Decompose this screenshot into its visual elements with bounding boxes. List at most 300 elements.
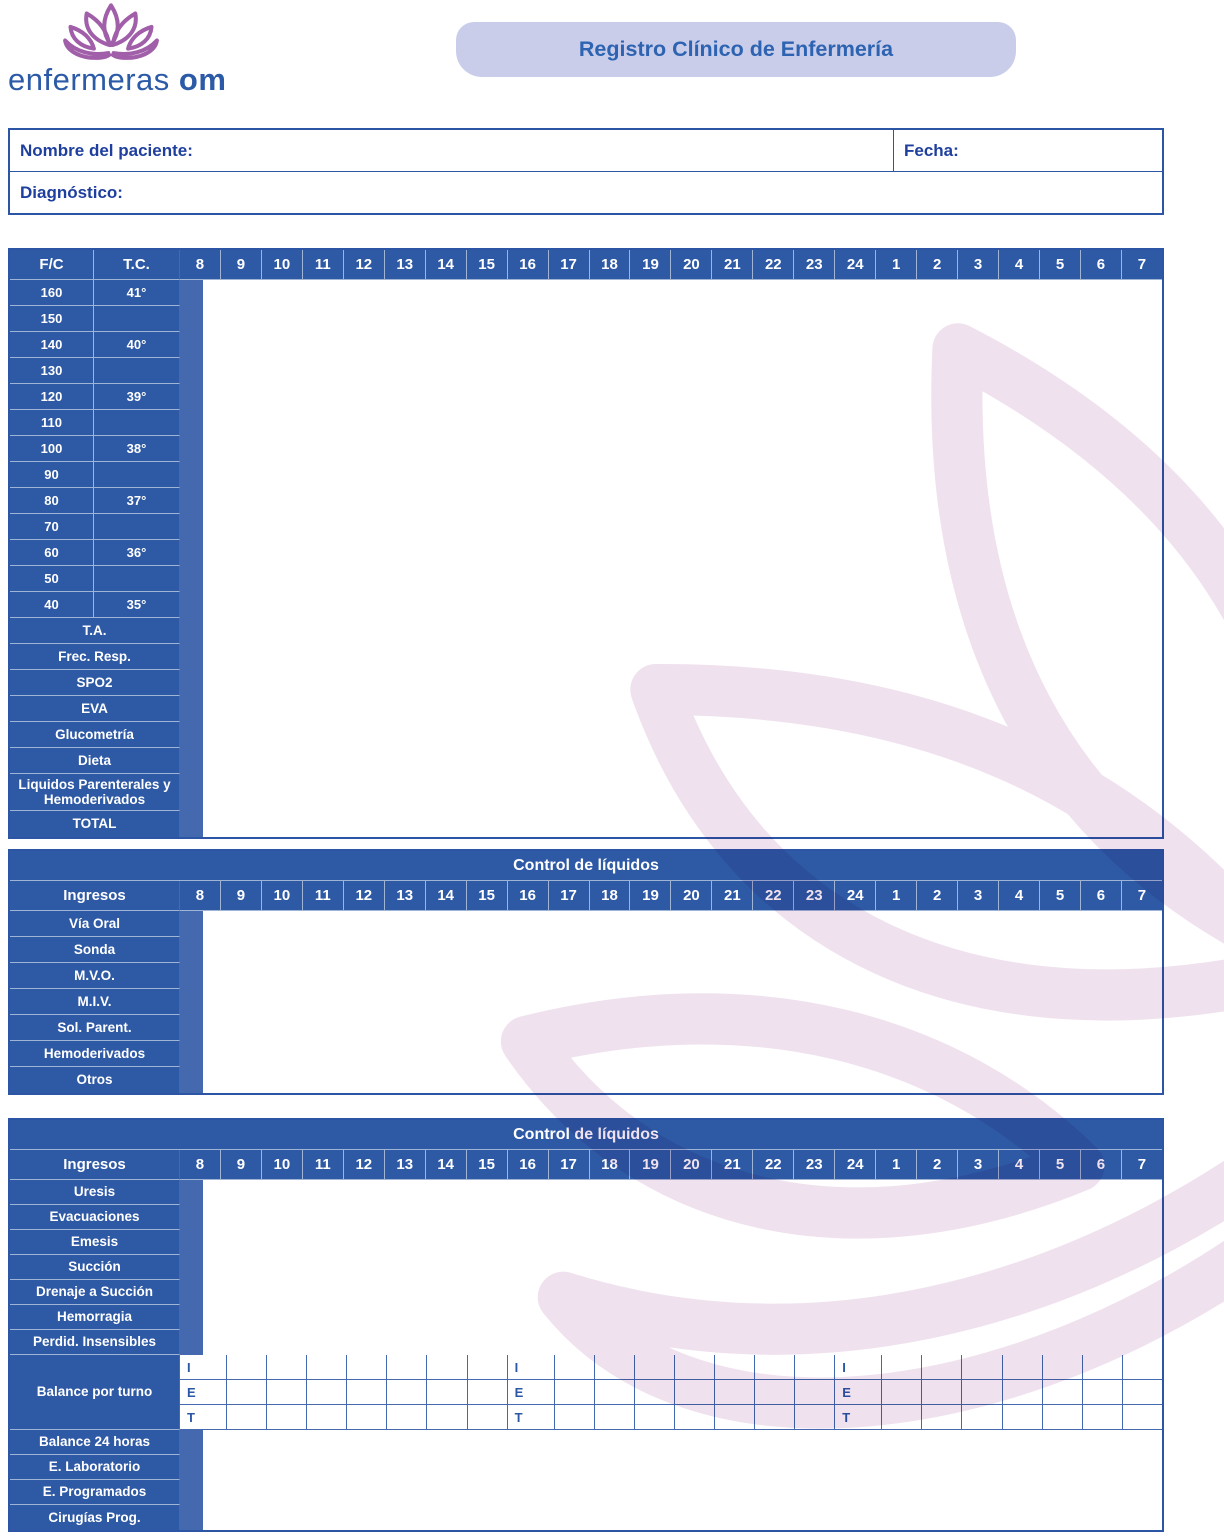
tc-value [94,410,180,436]
grid-cell[interactable] [962,1405,1002,1430]
vitals-header-row [10,250,1162,280]
hour-header: 13 [385,1150,426,1180]
hour-header: 5 [1040,881,1081,911]
tc-value: 36° [94,540,180,566]
fluid-row [10,1255,1162,1280]
hour-header: 24 [835,250,876,280]
hour-header: 14 [426,250,467,280]
grid-cell[interactable] [227,1355,267,1380]
hour-header: 9 [221,1150,262,1180]
tc-value [94,306,180,332]
grid-cell[interactable] [387,1380,427,1405]
grid-cell[interactable] [715,1405,755,1430]
grid-cell[interactable] [202,358,203,384]
fc-value: 60 [10,540,94,566]
balance-letter-cell[interactable]: E [835,1380,882,1405]
tc-column-header: T.C. [94,250,180,280]
row-label: Sonda [10,937,180,963]
diagnosis-field[interactable] [10,172,1162,213]
vitals-scale-row [10,306,1162,332]
grid-cell[interactable] [202,911,203,937]
balance-row [10,1355,1162,1430]
section-title: Control de líquidos [10,1120,1162,1150]
grid-cell[interactable] [675,1405,715,1430]
hour-header: 19 [630,250,671,280]
balance-letter-cell[interactable]: T [180,1405,227,1430]
balance-subrow [180,1355,1162,1380]
balance-letter-cell[interactable]: E [180,1380,227,1405]
fluid-row [10,1180,1162,1205]
fluid-row [10,1205,1162,1230]
row-label: Drenaje a Succión [10,1280,180,1305]
row-label: Hemoderivados [10,1041,180,1067]
balance-subrows [180,1355,1162,1430]
hour-header: 18 [590,1150,631,1180]
patient-info-row [10,130,1162,172]
fluid-row [10,1067,1162,1093]
grid-cell[interactable] [202,1455,203,1480]
grid-cell[interactable] [1083,1355,1123,1380]
hour-header: 14 [426,881,467,911]
hour-header: 23 [794,881,835,911]
grid-cell[interactable] [202,1280,203,1305]
hour-header: 6 [1081,881,1122,911]
fluid-row [10,963,1162,989]
grid-cell[interactable] [202,811,203,837]
fc-value: 100 [10,436,94,462]
grid-cell[interactable] [755,1405,795,1430]
hour-header: 12 [344,881,385,911]
hour-header: 4 [999,881,1040,911]
grid-cell[interactable] [202,306,203,332]
grid-cell[interactable] [1083,1405,1123,1430]
grid-cell[interactable] [1083,1380,1123,1405]
grid-cell[interactable] [595,1355,635,1380]
hour-header: 22 [753,1150,794,1180]
hour-header: 7 [1122,1150,1162,1180]
grid-cell[interactable] [427,1355,467,1380]
balance-subrow [180,1380,1162,1405]
grid-cell[interactable] [468,1355,508,1380]
hour-header: 15 [467,881,508,911]
grid-cell[interactable] [1123,1355,1162,1380]
fc-value: 130 [10,358,94,384]
grid-cell[interactable] [1043,1405,1083,1430]
form-title: Registro Clínico de Enfermería [578,37,894,61]
grid-cell[interactable] [202,963,203,989]
fluid-row [10,1280,1162,1305]
fc-column-header: F/C [10,250,94,280]
section-title-row [10,851,1162,881]
hour-header: 20 [671,881,712,911]
tc-value [94,566,180,592]
grid-cell[interactable] [227,1380,267,1405]
tc-value [94,358,180,384]
brand-name [8,62,226,98]
tc-value [94,462,180,488]
hour-header: 8 [180,250,221,280]
row-label: Liquidos Parenterales y Hemoderivados [10,774,180,811]
row-label: Dieta [10,748,180,774]
hour-header: 20 [671,1150,712,1180]
hour-header: 10 [262,881,303,911]
grid-cell[interactable] [922,1380,962,1405]
hour-header: 24 [835,1150,876,1180]
vitals-data-row [10,670,1162,696]
patient-name-label: Nombre del paciente: [20,140,193,160]
hour-header: 11 [303,1150,344,1180]
grid-cell[interactable] [202,937,203,963]
hour-header: 17 [549,250,590,280]
grid-cell[interactable] [1043,1355,1083,1380]
hour-header: 23 [794,250,835,280]
hour-header: 17 [549,881,590,911]
hour-header: 3 [958,881,999,911]
fc-value: 50 [10,566,94,592]
grid-cell[interactable] [468,1380,508,1405]
grid-cell[interactable] [202,332,203,358]
hour-header: 13 [385,881,426,911]
grid-cell[interactable] [962,1355,1002,1380]
row-label: Otros [10,1067,180,1093]
date-label: Fecha: [904,140,959,160]
balance-letter-cell[interactable]: T [835,1405,882,1430]
grid-cell[interactable] [202,1041,203,1067]
row-label: Hemorragia [10,1305,180,1330]
fc-value: 160 [10,280,94,306]
tc-value: 35° [94,592,180,618]
ingresos-header: Ingresos [10,1150,180,1180]
grid-cell[interactable] [202,592,203,618]
hour-header: 14 [426,1150,467,1180]
grid-cell[interactable] [922,1405,962,1430]
hour-header: 15 [467,250,508,280]
vitals-data-row [10,722,1162,748]
grid-cell[interactable] [755,1380,795,1405]
grid-cell[interactable] [347,1380,387,1405]
hour-header: 12 [344,1150,385,1180]
ingresos-header: Ingresos [10,881,180,911]
grid-cell[interactable] [595,1380,635,1405]
hour-header: 16 [508,881,549,911]
row-label: Balance por turno [10,1355,180,1430]
grid-cell[interactable] [202,696,203,722]
tc-value: 41° [94,280,180,306]
fluid-row [10,1430,1162,1455]
grid-cell[interactable] [202,410,203,436]
tc-value: 37° [94,488,180,514]
hour-header: 9 [221,250,262,280]
fc-value: 120 [10,384,94,410]
vitals-table [8,248,1164,839]
hour-header: 10 [262,1150,303,1180]
row-label: TOTAL [10,811,180,837]
grid-cell[interactable] [675,1380,715,1405]
hour-header: 17 [549,1150,590,1180]
form-title-banner [456,22,1016,77]
hour-header: 10 [262,250,303,280]
vitals-data-row [10,696,1162,722]
grid-cell[interactable] [202,1015,203,1041]
grid-cell[interactable] [202,514,203,540]
fluid-control-table-1 [8,849,1164,1095]
section-header-row [10,1150,1162,1180]
grid-cell[interactable] [755,1355,795,1380]
section-header-row [10,881,1162,911]
patient-info-row [10,172,1162,213]
grid-cell[interactable] [202,1205,203,1230]
fluid-row [10,1480,1162,1505]
vitals-scale-row [10,436,1162,462]
grid-cell[interactable] [675,1355,715,1380]
fc-value: 40 [10,592,94,618]
grid-cell[interactable] [715,1380,755,1405]
grid-cell[interactable] [795,1380,835,1405]
grid-cell[interactable] [202,1430,203,1455]
hour-header: 18 [590,881,631,911]
grid-cell[interactable] [202,540,203,566]
brand-name-regular: enfermeras [8,62,170,97]
balance-letter-cell[interactable]: T [508,1405,555,1430]
hour-header: 22 [753,250,794,280]
grid-cell[interactable] [1003,1380,1043,1405]
row-label: Balance 24 horas [10,1430,180,1455]
grid-cell[interactable] [715,1355,755,1380]
grid-cell[interactable] [202,774,203,811]
hour-header: 8 [180,1150,221,1180]
grid-cell[interactable] [202,1230,203,1255]
grid-cell[interactable] [267,1355,307,1380]
fc-value: 90 [10,462,94,488]
row-label: E. Laboratorio [10,1455,180,1480]
hour-header: 15 [467,1150,508,1180]
grid-cell[interactable] [347,1405,387,1430]
hour-header: 11 [303,881,344,911]
hour-header: 20 [671,250,712,280]
grid-cell[interactable] [202,1480,203,1505]
fc-value: 150 [10,306,94,332]
balance-letter-cell[interactable]: E [508,1380,555,1405]
grid-cell[interactable] [202,384,203,410]
fluid-row [10,1305,1162,1330]
vitals-scale-row [10,358,1162,384]
grid-cell[interactable] [202,618,203,644]
hour-header: 2 [917,250,958,280]
fluid-control-table-2 [8,1118,1164,1532]
grid-cell[interactable] [227,1405,267,1430]
hour-header: 21 [712,881,753,911]
row-label: Glucometría [10,722,180,748]
vitals-scale-row [10,462,1162,488]
grid-cell[interactable] [922,1355,962,1380]
hour-header: 16 [508,1150,549,1180]
hour-header: 21 [712,250,753,280]
grid-cell[interactable] [427,1405,467,1430]
grid-cell[interactable] [202,488,203,514]
hour-header: 3 [958,1150,999,1180]
vitals-scale-row [10,514,1162,540]
vitals-scale-row [10,410,1162,436]
row-label: M.V.O. [10,963,180,989]
vitals-scale-row [10,280,1162,306]
hour-header: 19 [630,881,671,911]
hour-header: 18 [590,250,631,280]
grid-cell[interactable] [795,1355,835,1380]
row-label: M.I.V. [10,989,180,1015]
row-label: Sol. Parent. [10,1015,180,1041]
hour-header: 5 [1040,250,1081,280]
row-label: Perdid. Insensibles [10,1330,180,1355]
fluid-row [10,1455,1162,1480]
grid-cell[interactable] [202,1067,203,1093]
grid-cell[interactable] [387,1405,427,1430]
vitals-scale-row [10,592,1162,618]
fluid-row [10,1041,1162,1067]
grid-cell[interactable] [427,1380,467,1405]
grid-cell[interactable] [202,1330,203,1355]
balance-letter-cell[interactable]: I [180,1355,227,1380]
hour-header: 12 [344,250,385,280]
vitals-scale-row [10,540,1162,566]
hour-header: 22 [753,881,794,911]
grid-cell[interactable] [307,1355,347,1380]
patient-info-table [8,128,1164,215]
grid-cell[interactable] [1043,1380,1083,1405]
grid-cell[interactable] [202,1505,203,1530]
tc-value [94,514,180,540]
grid-cell[interactable] [267,1405,307,1430]
vitals-scale-row [10,332,1162,358]
row-label: Cirugías Prog. [10,1505,180,1530]
grid-cell[interactable] [347,1355,387,1380]
row-label: Evacuaciones [10,1205,180,1230]
tc-value: 39° [94,384,180,410]
grid-cell[interactable] [307,1405,347,1430]
grid-cell[interactable] [795,1405,835,1430]
date-field[interactable] [894,130,1162,171]
balance-letter-cell[interactable]: I [835,1355,882,1380]
fluid-row [10,1505,1162,1530]
balance-subrow [180,1405,1162,1430]
grid-cell[interactable] [267,1380,307,1405]
grid-cell[interactable] [882,1355,922,1380]
vitals-scale-row [10,566,1162,592]
fc-value: 80 [10,488,94,514]
grid-cell[interactable] [202,566,203,592]
hour-header: 3 [958,250,999,280]
grid-cell[interactable] [1003,1405,1043,1430]
grid-cell[interactable] [882,1405,922,1430]
fluid-row [10,937,1162,963]
vitals-data-row [10,811,1162,837]
hour-header: 6 [1081,1150,1122,1180]
grid-cell[interactable] [635,1380,675,1405]
vitals-data-row [10,774,1162,811]
tc-value: 38° [94,436,180,462]
diagnosis-label: Diagnóstico: [20,182,123,202]
hour-header: 13 [385,250,426,280]
vitals-data-row [10,618,1162,644]
brand-name-bold: om [178,62,227,97]
row-label: EVA [10,696,180,722]
row-label: Uresis [10,1180,180,1205]
row-label: Emesis [10,1230,180,1255]
grid-cell[interactable] [202,462,203,488]
grid-cell[interactable] [1003,1355,1043,1380]
fluid-row [10,1015,1162,1041]
grid-cell[interactable] [202,989,203,1015]
fluid-row [10,911,1162,937]
grid-cell[interactable] [202,644,203,670]
hour-header: 4 [999,250,1040,280]
grid-cell[interactable] [202,280,203,306]
fc-value: 110 [10,410,94,436]
hour-header: 4 [999,1150,1040,1180]
grid-cell[interactable] [1123,1405,1162,1430]
hour-header: 1 [876,1150,917,1180]
section-title: Control de líquidos [10,851,1162,881]
vitals-scale-row [10,488,1162,514]
hour-header: 2 [917,1150,958,1180]
hour-header: 6 [1081,250,1122,280]
grid-cell[interactable] [202,1180,203,1205]
grid-cell[interactable] [202,670,203,696]
row-label: SPO2 [10,670,180,696]
grid-cell[interactable] [635,1405,675,1430]
grid-cell[interactable] [882,1380,922,1405]
grid-cell[interactable] [387,1355,427,1380]
grid-cell[interactable] [307,1380,347,1405]
hour-header: 7 [1122,881,1162,911]
fluid-row [10,1330,1162,1355]
grid-cell[interactable] [468,1405,508,1430]
hour-header: 11 [303,250,344,280]
grid-cell[interactable] [202,722,203,748]
section-title-row [10,1120,1162,1150]
vitals-scale-row [10,384,1162,410]
hour-header: 1 [876,250,917,280]
hour-header: 5 [1040,1150,1081,1180]
hour-header: 19 [630,1150,671,1180]
row-label: Frec. Resp. [10,644,180,670]
row-label: Succión [10,1255,180,1280]
fluid-row [10,1230,1162,1255]
balance-letter-cell[interactable]: I [508,1355,555,1380]
patient-name-field[interactable] [10,130,894,171]
grid-cell[interactable] [1123,1380,1162,1405]
grid-cell[interactable] [635,1355,675,1380]
row-label: E. Programados [10,1480,180,1505]
grid-cell[interactable] [555,1380,595,1405]
hour-header: 9 [221,881,262,911]
grid-cell[interactable] [555,1405,595,1430]
grid-cell[interactable] [202,1305,203,1330]
grid-cell[interactable] [202,748,203,774]
hour-header: 2 [917,881,958,911]
vitals-data-row [10,748,1162,774]
hour-header: 7 [1122,250,1162,280]
grid-cell[interactable] [202,436,203,462]
grid-cell[interactable] [555,1355,595,1380]
hour-header: 23 [794,1150,835,1180]
hour-header: 16 [508,250,549,280]
vitals-data-row [10,644,1162,670]
grid-cell[interactable] [595,1405,635,1430]
row-label: T.A. [10,618,180,644]
tc-value: 40° [94,332,180,358]
grid-cell[interactable] [962,1380,1002,1405]
grid-cell[interactable] [202,1255,203,1280]
